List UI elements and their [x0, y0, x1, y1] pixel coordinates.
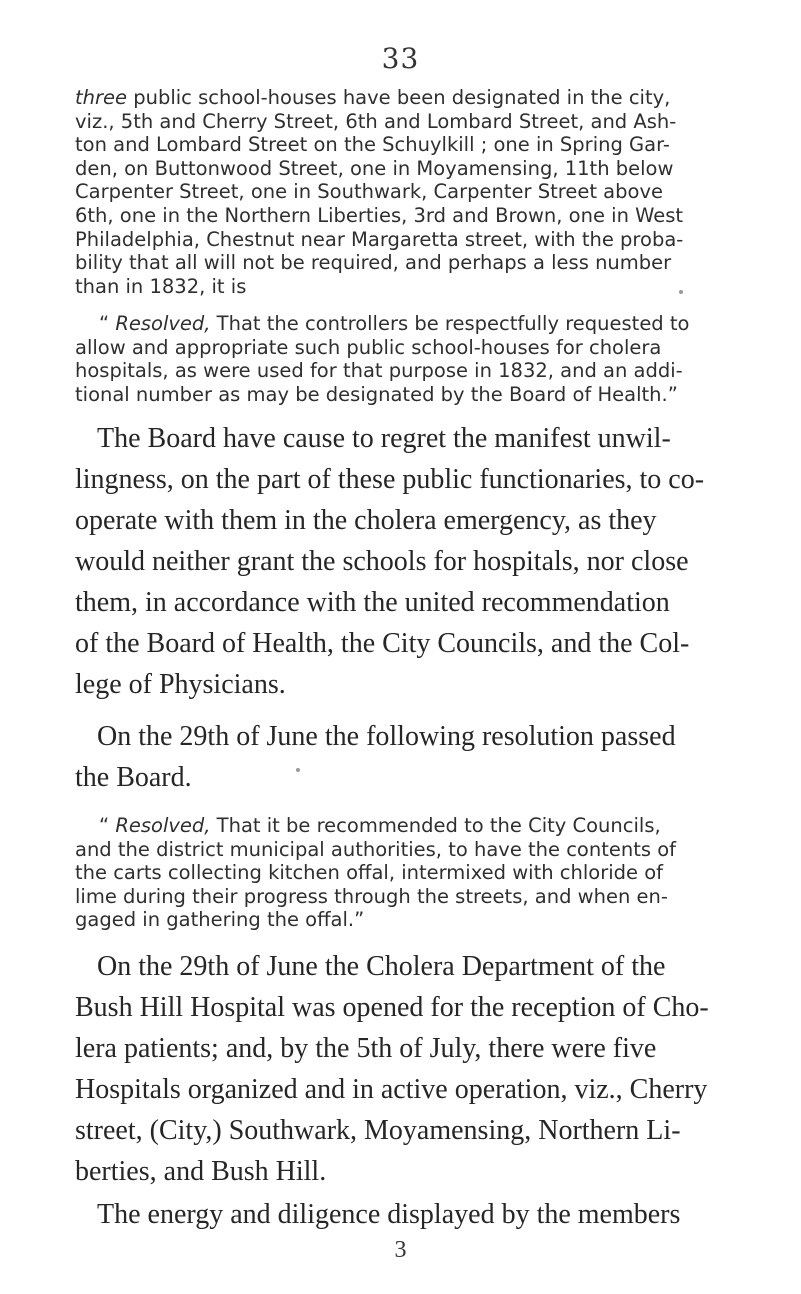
text-line: Carpenter Street, one in Southwark, Carpenter Street above [75, 180, 663, 204]
text-line: the Board. [75, 762, 192, 793]
text-line: Philadelphia, Chestnut near Margaretta street, with the proba- [75, 227, 684, 251]
text-line: hospitals, as were used for that purpose in 1832, and an addi- [75, 359, 683, 383]
text-line: them, in accordance with the united recommendation [75, 587, 670, 618]
ink-speck [679, 290, 683, 294]
text-line: On the 29th of June the following resolution passed [97, 721, 676, 752]
text-line: lime during their progress through the streets, and when en- [75, 884, 668, 908]
paragraph-bush-hill [75, 946, 737, 1192]
text-line: ton and Lombard Street on the Schuylkill ; one in Spring Gar- [75, 133, 670, 157]
signature-mark: 3 [394, 1237, 407, 1263]
paragraph-board-regret [75, 418, 737, 705]
resolution-controllers [75, 312, 737, 406]
text-line: lera patients; and, by the 5th of July, there were five [75, 1033, 657, 1064]
paragraph-energy-diligence [75, 1194, 737, 1235]
text-line: allow and appropriate such public school-houses for cholera [75, 335, 662, 359]
paragraph-school-houses [75, 86, 737, 298]
text-line: than in 1832, it is [75, 274, 247, 298]
text-line: three public school-houses have been designated in the city, [75, 86, 671, 109]
text-line: of the Board of Health, the City Councils, and the Col- [75, 628, 690, 659]
text-line: berties, and Bush Hill. [75, 1156, 327, 1187]
text-line: 6th, one in the Northern Liberties, 3rd and Brown, one in West [75, 203, 684, 227]
text-line: would neither grant the schools for hospitals, nor close [75, 546, 689, 577]
text-line: On the 29th of June the Cholera Department of the [97, 951, 666, 982]
resolution-city-councils [75, 814, 737, 932]
text-line: The energy and diligence displayed by the members [97, 1199, 681, 1230]
italic-word: Resolved, [115, 312, 211, 335]
text-line: operate with them in the cholera emergency, as they [75, 505, 657, 536]
page-number-top: 33 [381, 42, 420, 75]
paragraph-resolution-passed [75, 716, 737, 798]
text-line: tional number as may be designated by the Board of Health.” [75, 382, 678, 406]
ink-speck [296, 768, 300, 772]
text-line: den, on Buttonwood Street, one in Moyamensing, 11th below [75, 156, 674, 180]
text-line: street, (City,) Southwark, Moyamensing, Northern Li- [75, 1115, 681, 1146]
text-line: and the district municipal authorities, to have the contents of [75, 837, 677, 861]
italic-word: three [75, 86, 128, 109]
text-line: The Board have cause to regret the manifest unwil- [97, 423, 671, 454]
text-line: the carts collecting kitchen offal, intermixed with chloride of [75, 861, 664, 885]
text-line: Bush Hill Hospital was opened for the reception of Cho- [75, 992, 709, 1023]
text-line: “ Resolved, That it be recommended to the City Councils, [99, 814, 661, 837]
text-line: “ Resolved, That the controllers be respectfully requested to [99, 312, 690, 335]
text-line: gaged in gathering the offal.” [75, 908, 365, 932]
text-line: lingness, on the part of these public functionaries, to co- [75, 464, 705, 495]
text-line: lege of Physicians. [75, 669, 286, 700]
italic-word: Resolved, [115, 814, 211, 837]
text-line: bility that all will not be required, and perhaps a less number [75, 251, 672, 275]
text-line: Hospitals organized and in active operation, viz., Cherry [75, 1074, 708, 1105]
text-line: viz., 5th and Cherry Street, 6th and Lombard Street, and Ash- [75, 109, 677, 133]
